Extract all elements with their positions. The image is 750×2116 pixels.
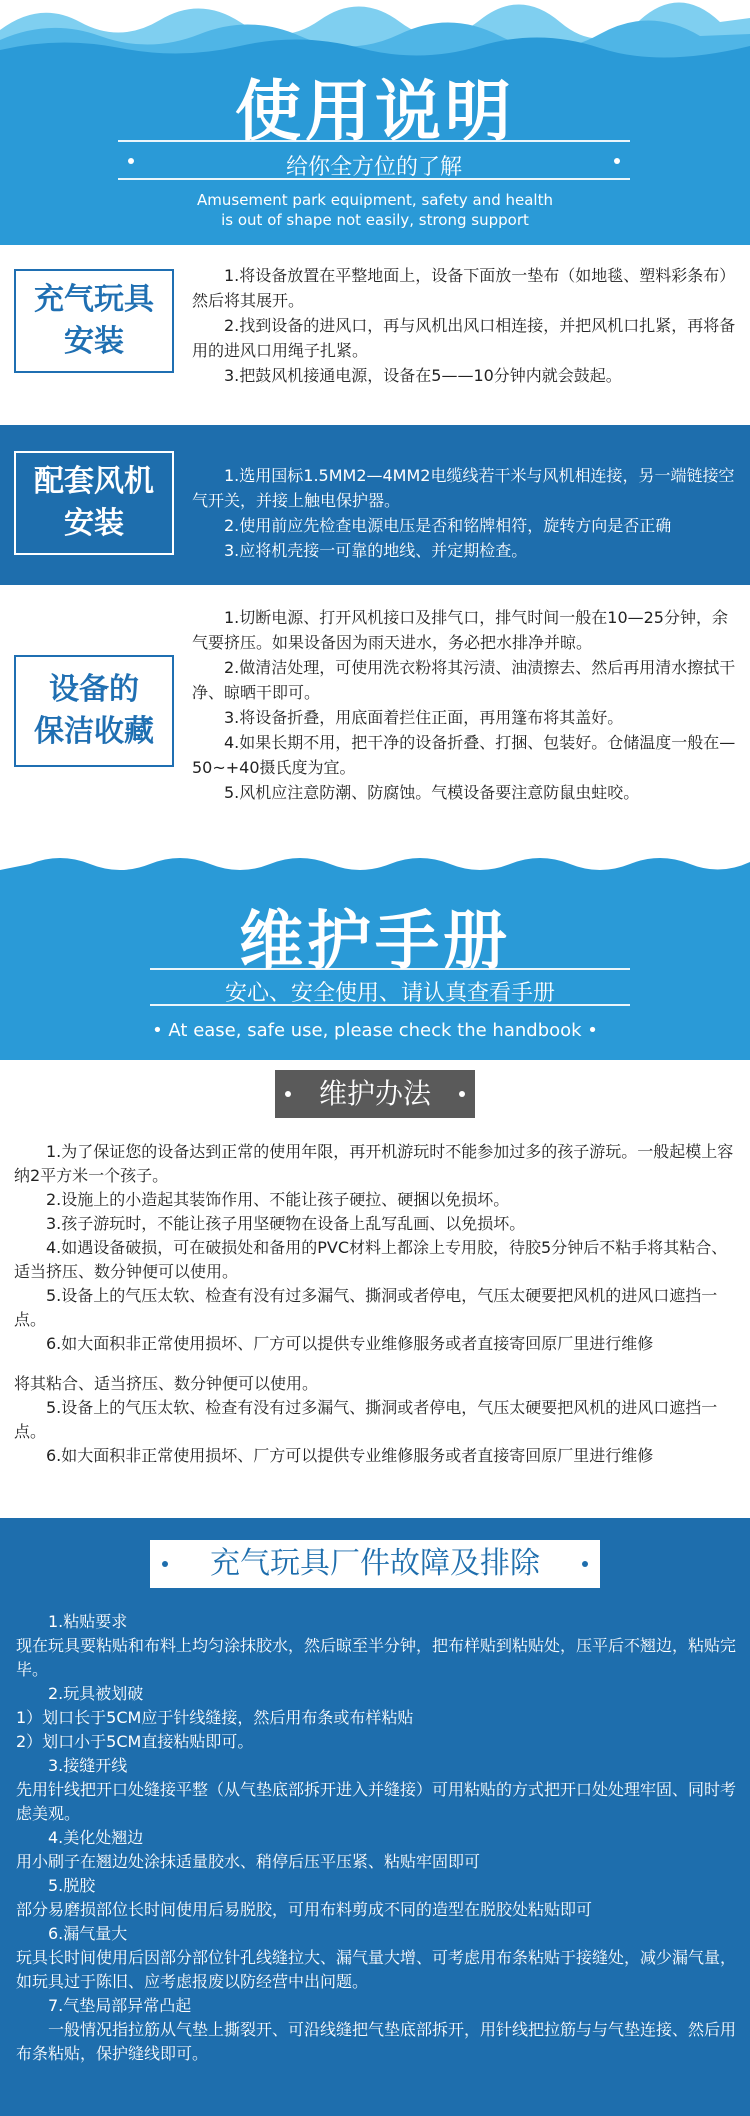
method-line: 1.为了保证您的设备达到正常的使用年限，再开机游玩时不能参加过多的孩子游玩。一般起模上容纳2平方米一个孩子。 (14, 1142, 734, 1185)
section-text (192, 605, 740, 805)
wave-decoration (0, 850, 750, 880)
usage-title: 使用说明 (235, 73, 515, 150)
spacer (14, 1356, 738, 1372)
bullet-dot-glyph: • (581, 1020, 598, 1041)
maintenance-subtitle: 安心、安全使用、请认真查看手册 (224, 981, 555, 1006)
section-label-line-2: 安装 (64, 324, 124, 359)
heading-text: 充气玩具厂件故障及排除 (210, 1546, 540, 1581)
maintenance-header-banner (0, 850, 750, 1060)
troubleshooting-heading (150, 1540, 600, 1588)
section-cleaning-storage (0, 595, 750, 830)
method-line: 4.如遇设备破损，可在破损处和备用的PVC材料上都涂上专用胶，待胶5分钟后不粘手将其粘合、适当挤压、数分钟便可以使用。 (14, 1238, 728, 1281)
english-line: At ease, safe use, please check the handbook (168, 1020, 582, 1041)
bullet-dot (582, 1561, 588, 1567)
fault-title: 4.美化处翘边 (48, 1828, 144, 1847)
instruction-line: 4.如果长期不用，把干净的设备折叠、打捆、包装好。仓储温度一般在—50~+40摄氏度为宜。 (192, 733, 736, 777)
maintenance-title: 维护手册 (239, 905, 511, 979)
maintenance-english-caption (0, 1020, 750, 1041)
usage-english-caption (0, 190, 750, 230)
maintenance-subtitle-frame (150, 968, 630, 1006)
bullet-dot (614, 158, 620, 164)
fault-body: 用小刷子在翘边处涂抹适量胶水、稍停后压平压紧、粘贴牢固即可 (16, 1852, 481, 1871)
fault-title: 5.脱胶 (48, 1876, 96, 1895)
fault-title: 6.漏气量大 (48, 1924, 128, 1943)
section-label-line-1: 配套风机 (34, 464, 154, 499)
section-inflatable-install (0, 245, 750, 405)
instruction-line: 3.把鼓风机接通电源，设备在5——10分钟内就会鼓起。 (224, 366, 622, 385)
section-label-line-1: 充气玩具 (34, 282, 154, 317)
maintenance-methods-heading (275, 1070, 475, 1118)
wave-decoration (0, 0, 750, 60)
fault-body: 玩具长时间使用后因部分部位针孔线缝拉大、漏气量大增、可考虑用布条粘贴于接缝处，减少漏气量，如玩具过于陈旧、应考虑报废以防经营中出问题。 (16, 1948, 737, 1991)
section-text (192, 463, 740, 563)
instruction-line: 3.将设备折叠，用底面着拦住正面，再用篷布将其盖好。 (224, 708, 624, 727)
method-line: 6.如大面积非正常使用损坏、厂方可以提供专业维修服务或者直接寄回原厂里进行维修 (46, 1334, 654, 1353)
fault-body: 1）划口长于5CM应于针线缝接，然后用布条或布样粘贴 (16, 1708, 414, 1727)
bullet-dot (285, 1091, 291, 1097)
method-line: 6.如大面积非正常使用损坏、厂方可以提供专业维修服务或者直接寄回原厂里进行维修 (46, 1446, 654, 1465)
usage-subtitle: 给你全方位的了解 (285, 155, 462, 180)
section-label-line-2: 保洁收藏 (34, 714, 154, 749)
fault-title: 2.玩具被划破 (48, 1684, 144, 1703)
section-blower-install (0, 425, 750, 585)
instruction-line: 1.选用国标1.5MM2—4MM2电缆线若干米与风机相连接，另一端链接空气开关，并接上触电保护器。 (192, 466, 735, 510)
maintenance-methods-text (14, 1140, 738, 1468)
usage-subtitle-frame (118, 140, 630, 180)
english-line-1: Amusement park equipment, safety and health (197, 191, 553, 209)
instruction-line: 2.做清洁处理，可使用洗衣粉将其污渍、油渍擦去、然后再用清水擦拭干净、晾晒干即可。 (192, 658, 736, 702)
method-line: 5.设备上的气压太软、检查有没有过多漏气、撕洞或者停电，气压太硬要把风机的进风口遮挡一点。 (14, 1286, 718, 1329)
instruction-line: 2.使用前应先检查电源电压是否和铭牌相符，旋转方向是否正确 (224, 516, 672, 535)
bullet-dot (459, 1091, 465, 1097)
bullet-dot-glyph: • (152, 1020, 169, 1041)
instruction-line: 5.风机应注意防潮、防腐蚀。气模设备要注意防鼠虫蛀咬。 (224, 783, 640, 802)
troubleshooting-section (0, 1518, 750, 2116)
fault-body: 先用针线把开口处缝接平整（从气垫底部拆开进入并缝接）可用粘贴的方式把开口处处理牢固、同时考虑美观。 (16, 1780, 737, 1823)
troubleshooting-text (16, 1610, 738, 2066)
bullet-dot (162, 1561, 168, 1567)
fault-title: 7.气垫局部异常凸起 (48, 1996, 192, 2015)
section-label-line-1: 设备的 (49, 672, 139, 707)
section-label (14, 451, 174, 555)
fault-body: 一般情况指拉筋从气垫上撕裂开、可沿线缝把气垫底部拆开，用针线把拉筋与与气垫连接、然后用布条粘贴，保护缝线即可。 (16, 2020, 737, 2063)
section-label (14, 655, 174, 767)
method-line: 将其粘合、适当挤压、数分钟便可以使用。 (14, 1374, 319, 1393)
method-line: 3.孩子游玩时，不能让孩子用坚硬物在设备上乱写乱画、以免损坏。 (46, 1214, 526, 1233)
fault-body: 部分易磨损部位长时间使用后易脱胶，可用布料剪成不同的造型在脱胶处粘贴即可 (16, 1900, 593, 1919)
fault-body: 2）划口小于5CM直接粘贴即可。 (16, 1732, 254, 1751)
english-line-2: is out of shape not easily, strong support (221, 211, 529, 229)
method-line: 2.设施上的小造起其装饰作用、不能让孩子硬拉、硬捆以免损坏。 (46, 1190, 510, 1209)
instruction-line: 1.切断电源、打开风机接口及排气口，排气时间一般在10—25分钟，余气要挤压。如果设备因为雨天进水，务必把水排净并晾。 (192, 608, 728, 652)
fault-body: 现在玩具要粘贴和布料上均匀涂抹胶水，然后晾至半分钟，把布样贴到粘贴处，压平后不翘边，粘贴完毕。 (16, 1636, 737, 1679)
fault-title: 3.接缝开线 (48, 1756, 128, 1775)
section-label (14, 269, 174, 373)
instruction-line: 1.将设备放置在平整地面上，设备下面放一垫布（如地毯、塑料彩条布）然后将其展开。 (192, 266, 736, 310)
instruction-line: 3.应将机壳接一可靠的地线、并定期检查。 (224, 541, 528, 560)
usage-header-banner (0, 0, 750, 245)
heading-text: 维护办法 (318, 1077, 431, 1110)
fault-title: 1.粘贴要求 (48, 1612, 128, 1631)
method-line: 5.设备上的气压太软、检查有没有过多漏气、撕洞或者停电，气压太硬要把风机的进风口遮挡一点。 (14, 1398, 718, 1441)
section-text (192, 263, 740, 388)
instruction-line: 2.找到设备的进风口，再与风机出风口相连接，并把风机口扎紧，再将备用的进风口用绳子扎紧。 (192, 316, 736, 360)
section-label-line-2: 安装 (64, 506, 124, 541)
